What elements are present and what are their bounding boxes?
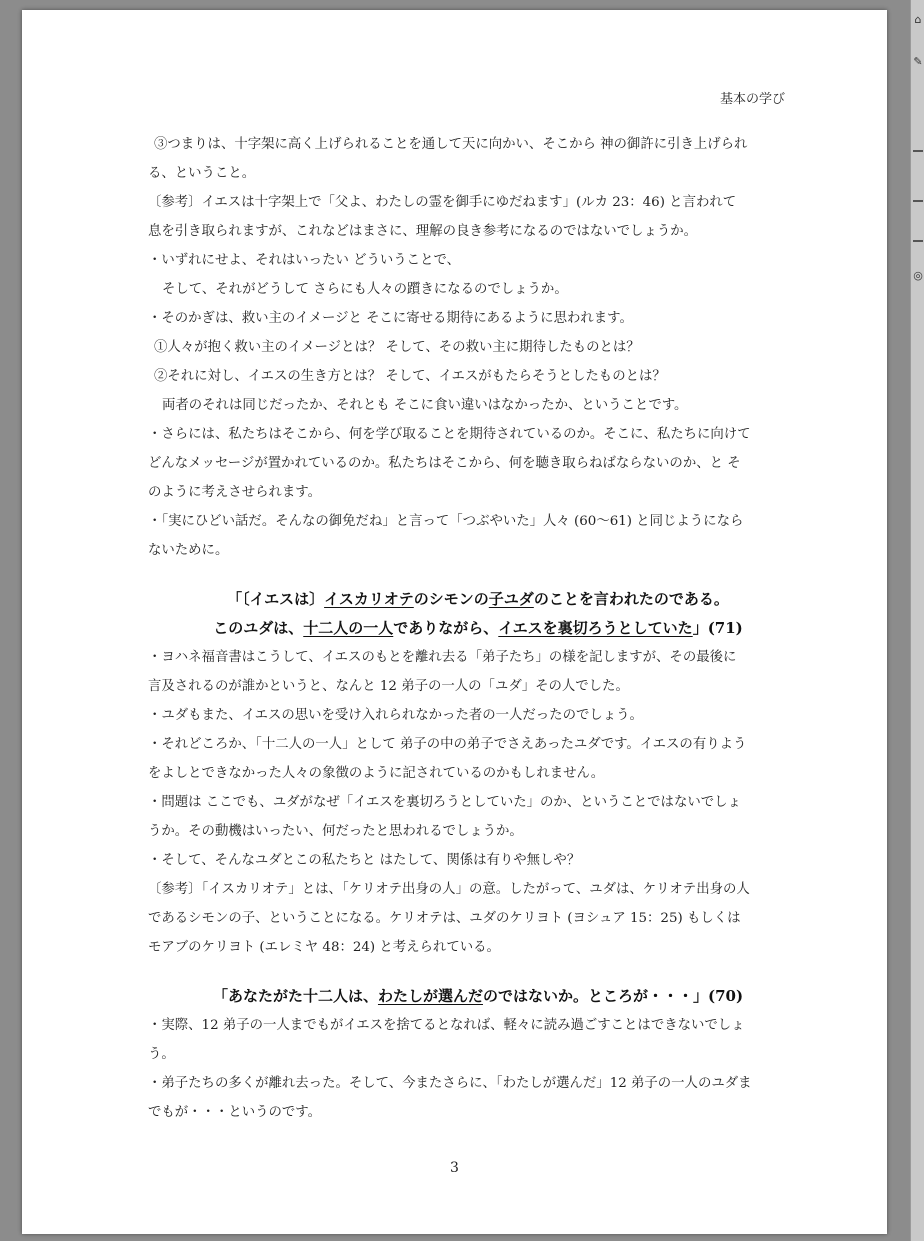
body-line: ・ユダもまた、イエスの思いを受け入れられなかった者の一人だったのでしょう。 [148,708,643,723]
section-heading [148,614,808,643]
body-line: ③つまりは、十字架に高く上げられることを通して天に向かい、そこから 神の御許に引き上げられ [154,137,748,152]
body-line: ないために。 [148,543,229,558]
body-line: 〔参考〕イエスは十字架上で「父よ、わたしの霊を御手にゆだねます」(ルカ 23：46) と言われて [148,195,737,210]
body-line: ・弟子たちの多くが離れ去った。そして、今またさらに、「わたしが選んだ」12 弟子の一人のユダま [148,1076,752,1091]
home-icon[interactable]: ⌂ [914,13,922,26]
section-heading [148,982,808,1011]
document-page [22,10,887,1234]
heading-text: このユダは、 [213,619,304,637]
heading-underlined-text: わたしが選んだ [377,987,483,1005]
divider-line [913,240,923,242]
body-line: のように考えさせられます。 [148,485,322,500]
body-line: 両者のそれは同じだったか、それとも そこに食い違いはなかったか、ということです。 [162,398,688,413]
body-line: 息を引き取られますが、これなどはまさに、理解の良き参考になるのではないでしょうか。 [148,224,698,239]
section-heading [148,585,808,614]
side-toolbar [910,0,924,1241]
divider-line [913,200,923,202]
body-line: ②それに対し、イエスの生き方とは？ そして、イエスがもたらそうとしたものとは？ [154,369,666,384]
settings-icon[interactable]: ◎ [913,269,923,282]
heading-text: 「〔イエスは〕 [227,590,325,608]
heading-text: でありながら、 [393,619,499,637]
body-line: であるシモンの子、ということになる。ケリオテは、ユダのケリヨト (ヨシュア 15：25) もしくは [148,911,741,926]
heading-text: のことを言われたのである。 [533,590,729,608]
body-line: ・それどころか、「十二人の一人」として 弟子の中の弟子でさえあったユダです。イエスの有りよう [148,737,747,752]
page-number: 3 [450,1160,459,1176]
page-body [148,130,808,1127]
body-line: モアブのケリヨト (エレミヤ 48：24) と考えられている。 [148,940,500,955]
body-line: ・さらには、私たちはそこから、何を学び取ることを期待されているのか。そこに、私たちに向けて [148,427,751,442]
divider-line [913,150,923,152]
body-line: ・実際、12 弟子の一人までもがイエスを捨てるとなれば、軽々に読み過ごすことはできないでしょ [148,1018,745,1033]
heading-text: 」(71) [692,619,743,637]
body-line: ・「実にひどい話だ。そんなの御免だね」と言って「つぶやいた」人々 (60〜61) と同じようになら [148,514,744,529]
body-line: ・そして、そんなユダとこの私たちと はたして、関係は有りや無しや？ [148,853,581,868]
heading-underlined-text: イエスを裏切ろうとしていた [498,619,693,637]
page-header-title: 基本の学び [719,92,785,107]
body-line: うか。その動機はいったい、何だったと思われるでしょうか。 [148,824,523,839]
body-line: でもが・・・というのです。 [148,1105,322,1120]
body-line: ①人々が抱く救い主のイメージとは？ そして、その救い主に期待したものとは？ [154,340,640,355]
body-line: をよしとできなかった人々の象徴のように記されているのかもしれません。 [148,766,605,781]
body-line: そして、それがどうして さらにも人々の躓きになるのでしょうか。 [162,282,568,297]
edit-icon[interactable]: ✎ [913,55,923,68]
body-line: 〔参考〕「イスカリオテ」とは、「ケリオテ出身の人」の意。したがって、ユダは、ケリオテ出身の人 [148,882,750,897]
body-line: ・問題は ここでも、ユダがなぜ「イエスを裏切ろうとしていた」のか、ということではないでしょ [148,795,741,810]
heading-underlined-text: イスカリオテ [324,590,414,608]
heading-text: のシモンの [413,590,489,608]
body-line: ・いずれにせよ、それはいったい どういうことで、 [148,253,460,268]
body-line: う。 [148,1047,175,1062]
body-line: ・ヨハネ福音書はこうして、イエスのもとを離れ去る「弟子たち」の様を記しますが、その最後に [148,650,737,665]
heading-underlined-text: 十二人の一人 [303,619,394,637]
heading-text: のではないか。ところが・・・」(70) [482,987,744,1005]
body-line: どんなメッセージが置かれているのか。私たちはそこから、何を聴き取らねばならないのか、と そ [148,456,741,471]
heading-underlined-text: 子ユダ [488,590,534,608]
body-line: 言及されるのが誰かというと、なんと 12 弟子の一人の「ユダ」その人でした。 [148,679,629,694]
body-line: る、ということ。 [148,166,256,181]
body-line: ・そのかぎは、救い主のイメージと そこに寄せる期待にあるように思われます。 [148,311,633,326]
heading-text: 「あなたがた十二人は、 [212,987,378,1005]
